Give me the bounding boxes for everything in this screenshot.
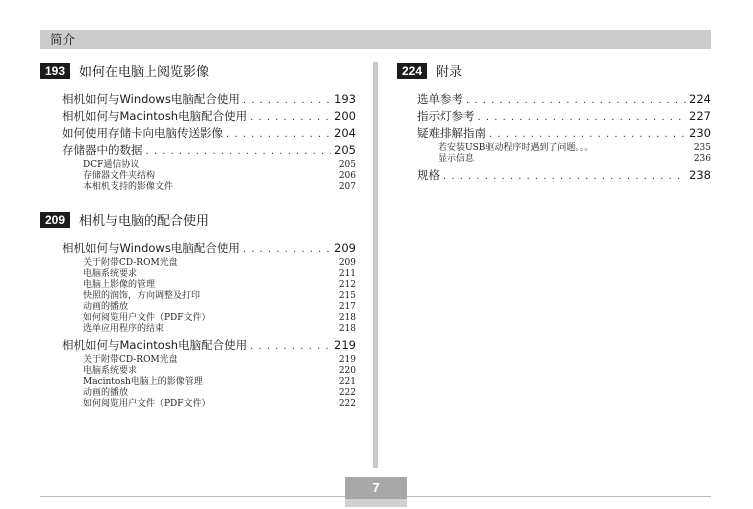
column-divider [373, 62, 378, 468]
section-heading [40, 211, 356, 228]
toc-sub-entry[interactable] [83, 313, 356, 324]
toc-sub-label: 关于附带CD-ROM光盘 [83, 258, 178, 268]
toc-entry-page: 209 [334, 241, 356, 255]
toc-entry-link[interactable] [417, 91, 711, 108]
toc-entry-label: 规格 [417, 168, 440, 182]
toc-sub-label: DCF通信协议 [83, 160, 140, 170]
toc-sub-entry[interactable] [83, 291, 356, 302]
toc-entry-label: 选单参考 [417, 92, 463, 106]
toc-right-column [397, 62, 711, 202]
toc-sub-page: 218 [338, 313, 356, 323]
toc-entry [397, 91, 711, 108]
toc-sub-entry[interactable] [438, 154, 711, 165]
toc-entry-label: 指示灯参考 [417, 109, 475, 123]
toc-sub-page: 222 [338, 388, 356, 398]
section-title: 如何在电脑上阅览影像 [79, 65, 210, 80]
toc-sub-label: 如何阅览用户文件（PDF文件） [83, 399, 211, 409]
toc-entry [40, 240, 356, 335]
toc-sub-label: 电脑系统要求 [83, 366, 138, 376]
toc-sub-label: 选单应用程序的结束 [83, 324, 165, 334]
toc-entry [397, 125, 711, 165]
toc-entry [397, 167, 711, 184]
toc-sub-label: 动画的播放 [83, 388, 129, 398]
toc-sub-entry[interactable] [83, 388, 356, 399]
toc-entry-page: 238 [689, 168, 711, 182]
toc-entry-label: 如何使用存储卡向电脑传送影像 [62, 126, 223, 140]
toc-sub-label: 动画的播放 [83, 302, 129, 312]
toc-sub-entry[interactable] [83, 324, 356, 335]
toc-sub-entry[interactable] [83, 280, 356, 291]
section-title: 相机与电脑的配合使用 [79, 214, 210, 229]
dot-leader [250, 109, 331, 126]
toc-entry-label: 相机如何与Macintosh电脑配合使用 [62, 338, 248, 352]
toc-entry-page: 230 [689, 126, 711, 140]
toc-sub-page: 219 [338, 355, 356, 365]
toc-entry-label: 疑难排解指南 [417, 126, 486, 140]
toc-entry [397, 108, 711, 125]
dot-leader [478, 109, 687, 126]
toc-sub-label: 电脑系统要求 [83, 269, 138, 279]
toc-sub-page: 205 [338, 160, 356, 170]
toc-entry-label: 相机如何与Windows电脑配合使用 [62, 241, 240, 255]
toc-entry-page: 193 [334, 92, 356, 106]
toc-sub-page: 221 [338, 377, 356, 387]
toc-section [397, 62, 711, 184]
toc-entry [40, 142, 356, 193]
toc-sub-page: 211 [338, 269, 356, 279]
dot-leader [243, 92, 331, 109]
toc-sub-entry[interactable] [83, 399, 356, 410]
page-section-title: 简介 [50, 32, 76, 47]
toc-sub-list [62, 355, 356, 410]
toc-entry [40, 337, 356, 410]
toc-sub-page: 220 [338, 366, 356, 376]
toc-entry-page: 227 [689, 109, 711, 123]
dot-leader [146, 143, 332, 160]
dot-leader [250, 338, 331, 355]
toc-sub-entry[interactable] [83, 258, 356, 269]
toc-entry-label: 存储器中的数据 [62, 143, 143, 157]
section-page-badge[interactable]: 224 [397, 63, 427, 79]
toc-entry-link[interactable] [417, 125, 711, 142]
section-title: 附录 [436, 65, 463, 80]
toc-sub-page: 235 [693, 143, 711, 153]
toc-sub-entry[interactable] [83, 182, 356, 193]
toc-sub-page: 212 [338, 280, 356, 290]
toc-entry-label: 相机如何与Macintosh电脑配合使用 [62, 109, 248, 123]
toc-section [40, 62, 356, 193]
toc-sub-list [417, 143, 711, 165]
dot-leader [466, 92, 686, 109]
toc-sub-page: 215 [338, 291, 356, 301]
toc-sub-label: 显示信息 [438, 154, 475, 164]
toc-sub-page: 217 [338, 302, 356, 312]
toc-sub-entry[interactable] [83, 269, 356, 280]
section-page-badge[interactable]: 193 [40, 63, 70, 79]
toc-sub-entry[interactable] [83, 160, 356, 171]
toc-sub-entry[interactable] [83, 302, 356, 313]
toc-sub-label: 电脑上影像的管理 [83, 280, 156, 290]
toc-entry-link[interactable] [417, 108, 711, 125]
section-page-badge[interactable]: 209 [40, 212, 70, 228]
toc-entry-link[interactable] [62, 240, 356, 257]
toc-entry [40, 125, 356, 142]
toc-entry-link[interactable] [62, 142, 356, 159]
toc-entry [40, 108, 356, 125]
toc-entry-page: 224 [689, 92, 711, 106]
toc-entry-page: 200 [334, 109, 356, 123]
toc-sub-page: 209 [338, 258, 356, 268]
toc-sub-label: 本相机支持的影像文件 [83, 182, 174, 192]
toc-sub-label: Macintosh电脑上的影像管理 [83, 377, 203, 387]
toc-sub-label: 快照的润饰，方向调整及打印 [83, 291, 201, 301]
toc-sub-page: 206 [338, 171, 356, 181]
toc-section [40, 211, 356, 410]
toc-sub-page: 218 [338, 324, 356, 334]
toc-sub-entry[interactable] [438, 143, 711, 154]
toc-entry-page: 204 [334, 126, 356, 140]
toc-sub-list [62, 160, 356, 193]
toc-left-column [40, 62, 356, 428]
toc-sub-entry[interactable] [83, 355, 356, 366]
page-number-tab [345, 499, 407, 507]
toc-entry-label: 相机如何与Windows电脑配合使用 [62, 92, 240, 106]
toc-entry-page: 219 [334, 338, 356, 352]
toc-sub-label: 若安装USB驱动程序时遇到了问题。。。 [438, 143, 594, 153]
toc-sub-label: 存储器文件夹结构 [83, 171, 156, 181]
toc-entry-page: 205 [334, 143, 356, 157]
dot-leader [226, 126, 331, 143]
toc-sub-entry[interactable] [83, 171, 356, 182]
toc-entry-link[interactable] [62, 108, 356, 125]
toc-sub-entry[interactable] [83, 377, 356, 388]
toc-entry-link[interactable] [62, 337, 356, 354]
toc-entry-link[interactable] [417, 167, 711, 184]
toc-sub-page: 222 [338, 399, 356, 409]
toc-entry-link[interactable] [62, 91, 356, 108]
toc-sub-label: 关于附带CD-ROM光盘 [83, 355, 178, 365]
dot-leader [443, 168, 686, 185]
page-number: 7 [345, 477, 407, 499]
header-bar [40, 30, 711, 49]
toc-sub-page: 207 [338, 182, 356, 192]
toc-sub-page: 236 [693, 154, 711, 164]
toc-entry-link[interactable] [62, 125, 356, 142]
section-heading [397, 62, 711, 79]
toc-sub-list [62, 258, 356, 335]
toc-sub-label: 如何阅览用户文件（PDF文件） [83, 313, 211, 323]
dot-leader [243, 241, 331, 258]
dot-leader [489, 126, 686, 143]
toc-sub-entry[interactable] [83, 366, 356, 377]
toc-entry [40, 91, 356, 108]
section-heading [40, 62, 356, 79]
